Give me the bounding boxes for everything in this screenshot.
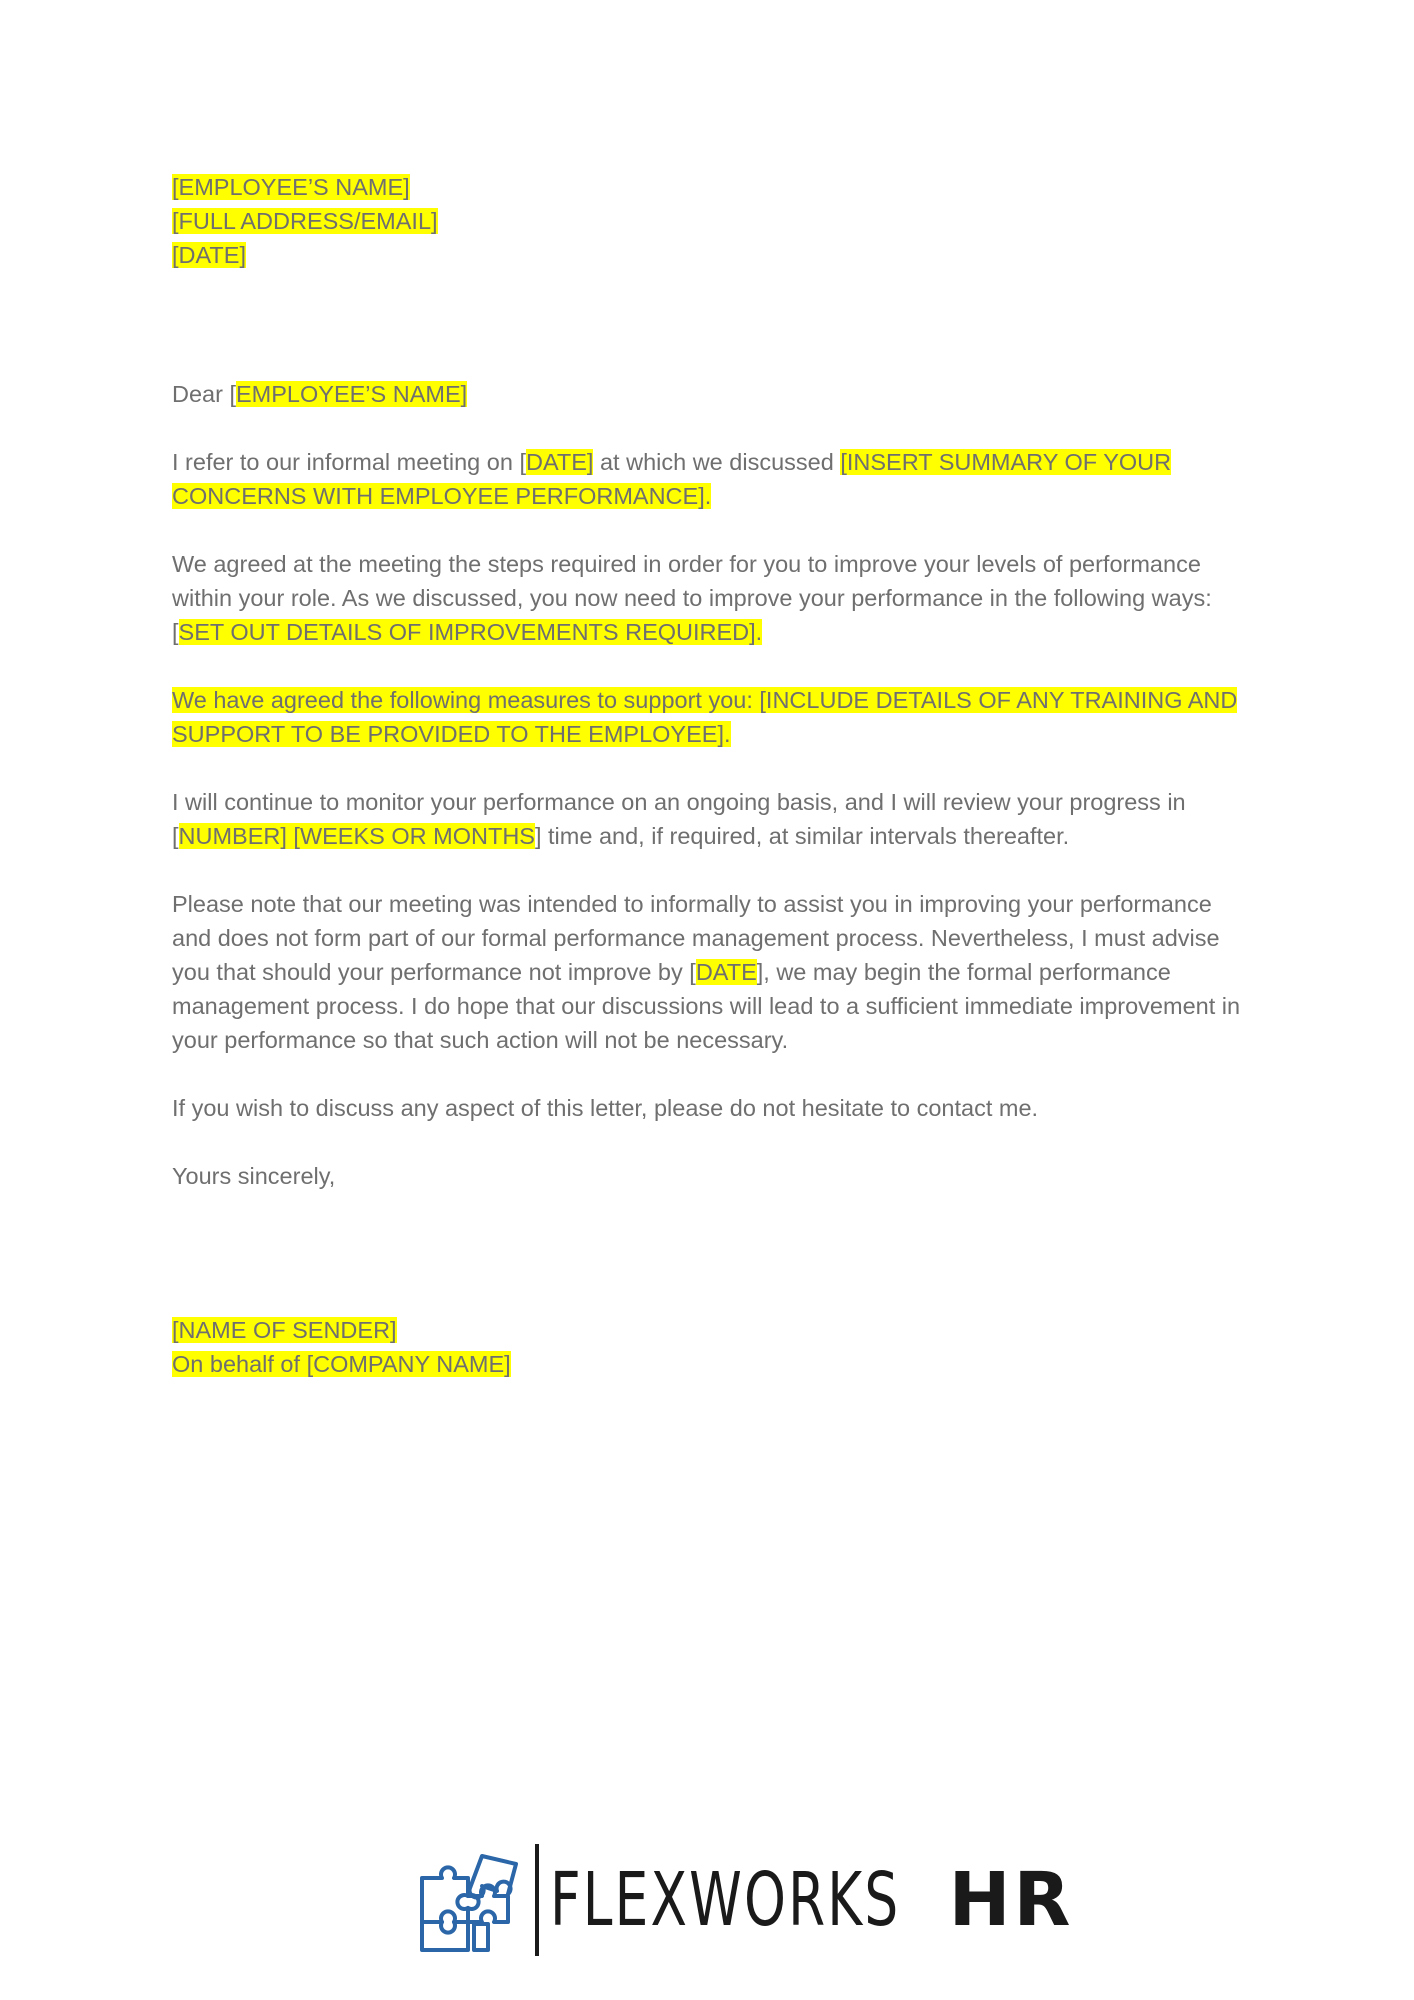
recipient-address: [FULL ADDRESS/EMAIL] xyxy=(172,208,438,234)
greeting-name: EMPLOYEE’S NAME] xyxy=(236,381,468,407)
puzzle-pieces-icon xyxy=(416,1844,528,1956)
logo-divider xyxy=(535,1844,539,1956)
logo-word-flexworks: FLEXWORKS xyxy=(550,1857,901,1943)
paragraph-meeting-reference: I refer to our informal meeting on [DATE] at which we discussed [INSERT SUMMARY OF YOUR CONCERNS WITH EMPLOYEE PERFORMANCE]. xyxy=(172,449,1172,509)
signature-block xyxy=(172,1313,1252,1381)
recipient-date: [DATE] xyxy=(172,242,246,268)
paragraph-support-measures: We have agreed the following measures to support you: [INCLUDE DETAILS OF ANY TRAINING AND SUPPORT TO BE PROVIDED TO THE EMPLOYEE]. xyxy=(172,687,1238,747)
logo-word-hr: HR xyxy=(948,1857,1074,1943)
greeting: Dear [EMPLOYEE’S NAME] xyxy=(172,381,468,407)
paragraph-informal-notice: Please note that our meeting was intended to informally to assist you in improving your performance and does not form part of our formal performance management process. Nevertheless, I must advise you that should your performance not improve by [DATE], we may begin the formal performance management process. I do hope that our discussions will lead to a sufficient immediate improvement in your performance so that such action will not be necessary. xyxy=(172,891,1241,1053)
company-logo xyxy=(416,1844,1074,1956)
sender-company: On behalf of [COMPANY NAME] xyxy=(172,1351,511,1377)
recipient-name: [EMPLOYEE’S NAME] xyxy=(172,174,410,200)
paragraph-contact: If you wish to discuss any aspect of this letter, please do not hesitate to contact me. xyxy=(172,1095,1039,1121)
logo-wordmark xyxy=(550,1858,1074,1942)
paragraph-monitoring: I will continue to monitor your performance on an ongoing basis, and I will review your progress in [NUMBER] [WEEKS OR MONTHS] time and, if required, at similar intervals thereafter. xyxy=(172,789,1186,849)
sender-name: [NAME OF SENDER] xyxy=(172,1317,397,1343)
recipient-block xyxy=(172,170,1252,272)
closing: Yours sincerely, xyxy=(172,1163,336,1189)
paragraph-improvement-steps: We agreed at the meeting the steps required in order for you to improve your levels of performance within your role. As we discussed, you now need to improve your performance in the following ways: [SET OUT DETAILS OF IMPROVEMENTS REQUIRED]. xyxy=(172,551,1212,645)
